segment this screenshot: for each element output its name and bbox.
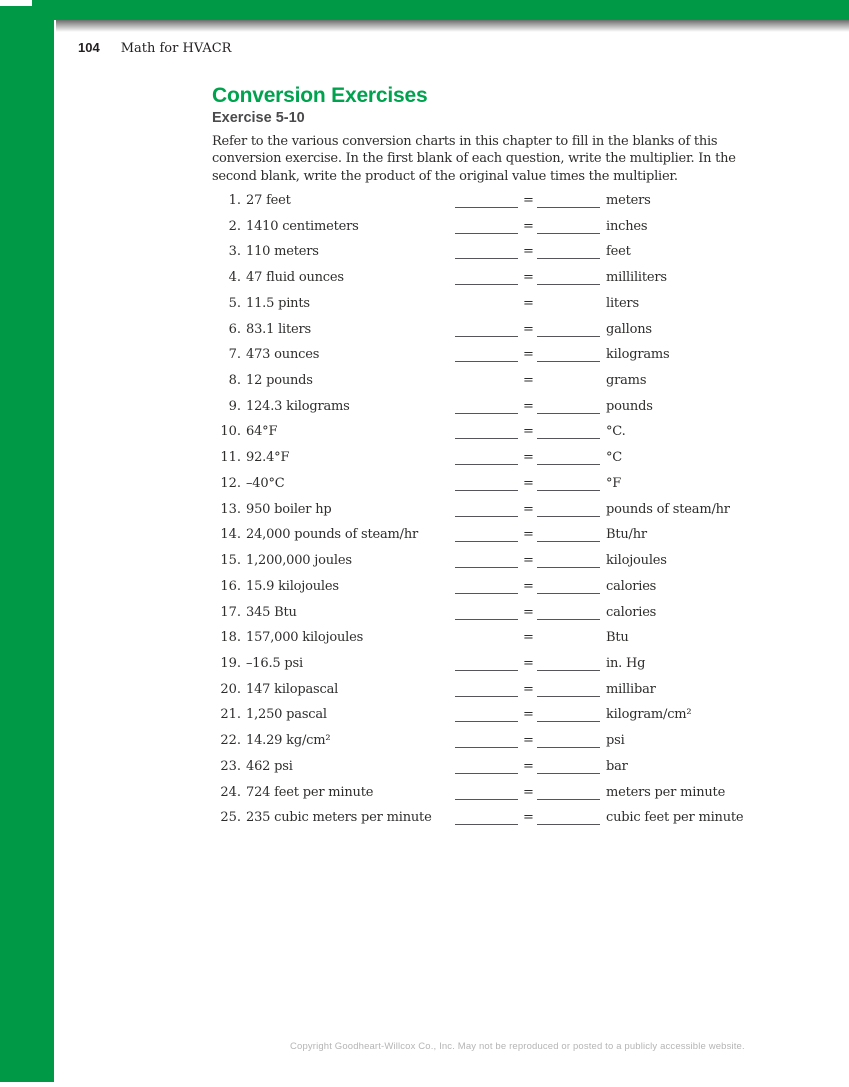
equals-sign: = (523, 604, 534, 620)
equals-sign: = (523, 733, 534, 749)
multiplier-blank (455, 206, 518, 208)
equals-sign: = (523, 218, 534, 234)
exercise-row (212, 809, 792, 835)
item-number: 9. (228, 398, 241, 414)
item-quantity: 92.4°F (246, 450, 290, 466)
product-blank (537, 566, 600, 568)
item-quantity: 157,000 kilojoules (246, 630, 364, 646)
equals-sign: = (523, 347, 534, 363)
equals-sign: = (523, 527, 534, 543)
item-number: 21. (220, 707, 241, 723)
equals-sign: = (523, 784, 534, 800)
top-band-shadow (56, 20, 849, 32)
item-unit: inches (606, 218, 648, 234)
exercise-row (212, 321, 792, 347)
item-unit: Btu/hr (606, 527, 647, 543)
multiplier-blank (455, 437, 518, 439)
exercise-row (212, 732, 792, 758)
item-quantity: –40°C (246, 475, 285, 491)
item-quantity: 950 boiler hp (246, 501, 332, 517)
item-unit: Btu (606, 630, 629, 646)
exercise-row (212, 192, 792, 218)
item-quantity: 124.3 kilograms (246, 398, 350, 414)
item-unit: calories (606, 604, 657, 620)
exercise-row (212, 372, 792, 398)
equals-sign: = (523, 681, 534, 697)
item-number: 2. (228, 218, 241, 234)
item-unit: feet (606, 244, 631, 260)
book-title: Math for HVACR (120, 41, 232, 56)
multiplier-blank (455, 515, 518, 517)
product-blank (537, 798, 600, 800)
multiplier-blank (455, 283, 518, 285)
item-unit: in. Hg (606, 655, 646, 671)
item-quantity: 15.9 kilojoules (246, 578, 339, 594)
item-quantity: 14.29 kg/cm² (246, 733, 331, 749)
item-number: 7. (228, 347, 241, 363)
item-unit: liters (606, 295, 639, 311)
instructions-line: conversion exercise. In the first blank of each question, write the multiplier. In the (212, 151, 736, 167)
product-blank (537, 746, 600, 748)
running-head (78, 40, 231, 56)
product-blank (537, 283, 600, 285)
item-quantity: 235 cubic meters per minute (246, 810, 432, 826)
product-blank (537, 412, 600, 414)
item-quantity: 473 ounces (246, 347, 320, 363)
exercise-list (212, 192, 792, 835)
exercise-row (212, 706, 792, 732)
top-green-band (32, 0, 849, 20)
exercise-row (212, 398, 792, 424)
item-unit: gallons (606, 321, 652, 337)
exercise-title: Exercise 5-10 (212, 110, 305, 126)
item-number: 12. (220, 475, 241, 491)
item-quantity: 27 feet (246, 193, 291, 208)
item-unit: kilograms (606, 347, 670, 363)
item-number: 16. (220, 578, 241, 594)
item-number: 18. (220, 630, 241, 646)
item-number: 11. (220, 450, 241, 466)
item-number: 17. (220, 604, 241, 620)
product-blank (537, 257, 600, 259)
exercise-row (212, 526, 792, 552)
multiplier-blank (455, 335, 518, 337)
multiplier-blank (455, 489, 518, 491)
product-blank (537, 720, 600, 722)
equals-sign: = (523, 321, 534, 337)
equals-sign: = (523, 193, 534, 208)
exercise-row (212, 475, 792, 501)
item-number: 23. (220, 758, 241, 774)
item-quantity: 147 kilopascal (246, 681, 339, 697)
equals-sign: = (523, 578, 534, 594)
item-quantity: 12 pounds (246, 373, 313, 389)
equals-sign: = (523, 630, 534, 646)
item-number: 24. (220, 784, 241, 800)
product-blank (537, 540, 600, 542)
multiplier-blank (455, 592, 518, 594)
equals-sign: = (523, 270, 534, 286)
product-blank (537, 515, 600, 517)
equals-sign: = (523, 373, 534, 389)
equals-sign: = (523, 553, 534, 569)
item-unit: calories (606, 578, 657, 594)
item-unit: pounds of steam/hr (606, 501, 730, 517)
equals-sign: = (523, 244, 534, 260)
item-unit: psi (606, 733, 625, 749)
product-blank (537, 360, 600, 362)
item-unit: °F (606, 475, 622, 491)
equals-sign: = (523, 475, 534, 491)
item-unit: millibar (606, 681, 656, 697)
item-unit: °C (606, 450, 623, 466)
equals-sign: = (523, 398, 534, 414)
multiplier-blank (455, 746, 518, 748)
item-unit: pounds (606, 398, 653, 414)
equals-sign: = (523, 810, 534, 826)
multiplier-blank (455, 669, 518, 671)
item-quantity: 24,000 pounds of steam/hr (246, 527, 419, 543)
multiplier-blank (455, 257, 518, 259)
instructions-line: Refer to the various conversion charts in this chapter to fill in the blanks of this (212, 134, 718, 149)
exercise-row (212, 423, 792, 449)
multiplier-blank (455, 360, 518, 362)
multiplier-blank (455, 798, 518, 800)
section-title: Conversion Exercises (212, 84, 428, 107)
item-unit: meters (606, 193, 651, 208)
item-quantity: 345 Btu (246, 604, 297, 620)
multiplier-blank (455, 618, 518, 620)
product-blank (537, 669, 600, 671)
equals-sign: = (523, 424, 534, 440)
product-blank (537, 232, 600, 234)
exercise-row (212, 552, 792, 578)
item-number: 15. (220, 553, 241, 569)
item-unit: kilogram/cm² (606, 707, 692, 723)
product-blank (537, 335, 600, 337)
item-unit: kilojoules (606, 553, 667, 569)
instructions-paragraph (212, 133, 736, 185)
item-number: 20. (220, 681, 241, 697)
exercise-row (212, 243, 792, 269)
equals-sign: = (523, 655, 534, 671)
product-blank (537, 463, 600, 465)
multiplier-blank (455, 823, 518, 825)
multiplier-blank (455, 232, 518, 234)
product-blank (537, 206, 600, 208)
item-unit: bar (606, 758, 628, 774)
product-blank (537, 618, 600, 620)
exercise-row (212, 604, 792, 630)
equals-sign: = (523, 707, 534, 723)
page-number: 104 (78, 40, 100, 55)
exercise-row (212, 784, 792, 810)
product-blank (537, 823, 600, 825)
exercise-row (212, 449, 792, 475)
multiplier-blank (455, 772, 518, 774)
item-quantity: –16.5 psi (246, 655, 303, 671)
multiplier-blank (455, 695, 518, 697)
item-unit: milliliters (606, 270, 667, 286)
item-quantity: 64°F (246, 424, 278, 440)
exercise-row (212, 578, 792, 604)
item-unit: °C. (606, 424, 626, 440)
item-quantity: 1,250 pascal (246, 707, 327, 723)
item-unit: cubic feet per minute (606, 810, 744, 826)
item-quantity: 1410 centimeters (246, 218, 359, 234)
product-blank (537, 592, 600, 594)
item-number: 13. (220, 501, 241, 517)
item-number: 22. (220, 733, 241, 749)
item-number: 19. (220, 655, 241, 671)
exercise-row (212, 218, 792, 244)
instructions-line: second blank, write the product of the original value times the multiplier. (212, 168, 678, 184)
item-number: 6. (228, 321, 241, 337)
product-blank (537, 489, 600, 491)
multiplier-blank (455, 540, 518, 542)
multiplier-blank (455, 412, 518, 414)
item-unit: meters per minute (606, 784, 726, 800)
exercise-row (212, 346, 792, 372)
left-green-sidebar (0, 6, 54, 1082)
exercise-row (212, 681, 792, 707)
item-number: 5. (228, 295, 241, 311)
copyright-footer: Copyright Goodheart-Willcox Co., Inc. May not be reproduced or posted to a publicly accessible website. (290, 1041, 745, 1052)
item-number: 3. (228, 244, 241, 260)
multiplier-blank (455, 720, 518, 722)
exercise-row (212, 295, 792, 321)
item-number: 25. (220, 810, 241, 826)
equals-sign: = (523, 295, 534, 311)
multiplier-blank (455, 566, 518, 568)
equals-sign: = (523, 450, 534, 466)
item-quantity: 11.5 pints (246, 295, 310, 311)
equals-sign: = (523, 758, 534, 774)
exercise-row (212, 501, 792, 527)
item-number: 8. (228, 373, 241, 389)
product-blank (537, 437, 600, 439)
exercise-row (212, 269, 792, 295)
item-quantity: 462 psi (246, 758, 293, 774)
item-number: 1. (228, 193, 241, 208)
exercise-row (212, 758, 792, 784)
product-blank (537, 772, 600, 774)
item-number: 10. (220, 424, 241, 440)
item-unit: grams (606, 373, 647, 389)
exercise-row (212, 655, 792, 681)
item-quantity: 1,200,000 joules (246, 553, 352, 569)
product-blank (537, 695, 600, 697)
multiplier-blank (455, 463, 518, 465)
item-number: 4. (228, 270, 241, 286)
exercise-row (212, 629, 792, 655)
item-quantity: 83.1 liters (246, 321, 311, 337)
item-quantity: 47 fluid ounces (246, 270, 344, 286)
item-quantity: 724 feet per minute (246, 784, 374, 800)
equals-sign: = (523, 501, 534, 517)
item-number: 14. (220, 527, 241, 543)
item-quantity: 110 meters (246, 244, 319, 260)
